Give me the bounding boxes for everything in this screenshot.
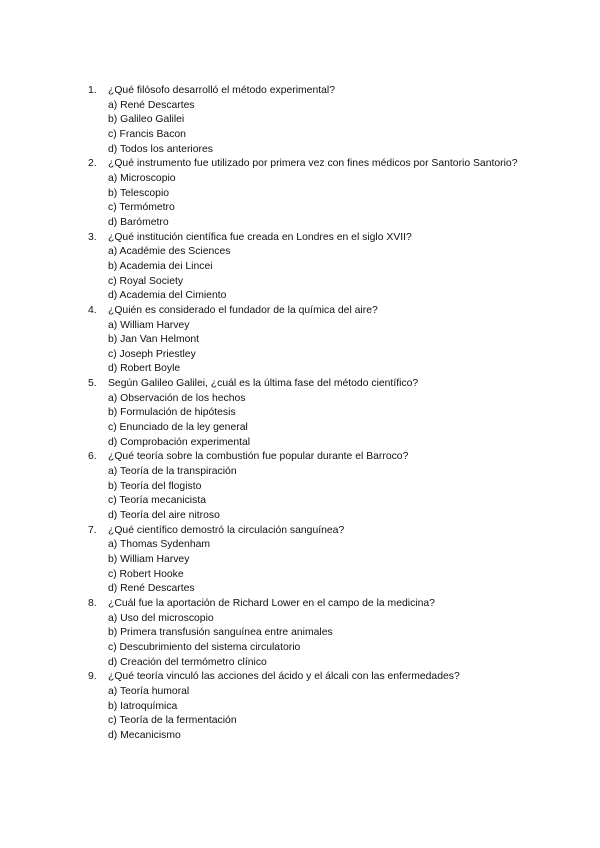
answer-option: b) William Harvey: [108, 554, 190, 565]
question-text: ¿Quién es considerado el fundador de la química del aire?: [108, 304, 378, 316]
answer-option: a) Thomas Sydenham: [108, 539, 211, 551]
answer-option: b) Formulación de hipótesis: [108, 407, 236, 419]
question-number: 5.: [88, 378, 97, 390]
answer-option: d) Comprobación experimental: [108, 436, 251, 448]
answer-option: d) Teoría del aire nitroso: [108, 510, 220, 522]
answer-option: b) Telescopio: [108, 187, 170, 199]
answer-option: b) Teoría del flogisto: [108, 480, 202, 492]
question-item: [88, 84, 518, 157]
question-number: 8.: [88, 597, 97, 609]
answer-option: a) Teoría de la transpiración: [108, 466, 237, 478]
answer-option: c) Teoría de la fermentación: [108, 715, 237, 727]
question-text: ¿Qué filósofo desarrolló el método experimental?: [108, 85, 335, 96]
answer-option: c) Royal Society: [108, 275, 184, 287]
answer-option: d) Mecanicismo: [108, 729, 181, 741]
answer-option: d) Barómetro: [108, 216, 169, 228]
question-number: 4.: [88, 304, 97, 316]
answer-option: b) Academia dei Lincei: [108, 260, 213, 272]
answer-option: c) Joseph Priestley: [108, 348, 196, 360]
answer-option: a) René Descartes: [108, 99, 195, 111]
question-number: 7.: [88, 524, 97, 536]
answer-option: b) Jan Van Helmont: [108, 334, 200, 346]
question-item: [88, 304, 518, 377]
answer-option: c) Descubrimiento del sistema circulatorio: [108, 641, 301, 653]
answer-option: a) Observación de los hechos: [108, 392, 246, 404]
question-number: 2.: [88, 158, 97, 170]
answer-option: b) Primera transfusión sanguínea entre animales: [108, 627, 333, 639]
answer-option: c) Francis Bacon: [108, 128, 186, 140]
question-item: [88, 157, 518, 230]
question-item: [88, 231, 518, 304]
answer-option: a) Microscopio: [108, 172, 176, 184]
question-number: 9.: [88, 671, 97, 683]
question-text: ¿Qué teoría vinculó las acciones del ácido y el álcali con las enfermedades?: [108, 671, 460, 683]
answer-option: d) Todos los anteriores: [108, 143, 213, 155]
question-text: ¿Qué institución científica fue creada en Londres en el siglo XVII?: [108, 231, 412, 243]
answer-option: a) Teoría humoral: [108, 685, 190, 697]
question-number: 1.: [88, 85, 97, 96]
answer-option: c) Enunciado de la ley general: [108, 422, 248, 434]
question-item: [88, 524, 518, 597]
answer-option: d) Academia del Cimiento: [108, 290, 227, 302]
answer-option: b) Iatroquímica: [108, 700, 178, 712]
question-number: 3.: [88, 231, 97, 243]
question-text: Según Galileo Galilei, ¿cuál es la última fase del método científico?: [108, 378, 419, 390]
answer-option: c) Termómetro: [108, 202, 175, 214]
question-item: [88, 670, 518, 743]
answer-option: d) Robert Boyle: [108, 363, 181, 375]
question-item: [88, 450, 518, 523]
answer-option: a) Uso del microscopio: [108, 612, 214, 624]
answer-option: b) Galileo Galilei: [108, 114, 185, 126]
question-text: ¿Qué instrumento fue utilizado por primera vez con fines médicos por Santorio Santorio?: [108, 158, 518, 170]
answer-option: a) William Harvey: [108, 319, 190, 331]
question-list: [88, 84, 518, 744]
question-text: ¿Qué teoría sobre la combustión fue popular durante el Barroco?: [108, 451, 409, 463]
answer-option: d) René Descartes: [108, 583, 195, 595]
answer-option: c) Teoría mecanicista: [108, 495, 206, 507]
question-text: ¿Qué científico demostró la circulación sanguínea?: [108, 524, 345, 536]
question-item: [88, 377, 518, 450]
answer-option: d) Creación del termómetro clínico: [108, 656, 267, 668]
answer-option: a) Académie des Sciences: [108, 246, 231, 258]
question-number: 6.: [88, 451, 97, 463]
question-item: [88, 597, 518, 670]
question-text: ¿Cuál fue la aportación de Richard Lower en el campo de la medicina?: [108, 597, 435, 609]
answer-option: c) Robert Hooke: [108, 568, 184, 580]
